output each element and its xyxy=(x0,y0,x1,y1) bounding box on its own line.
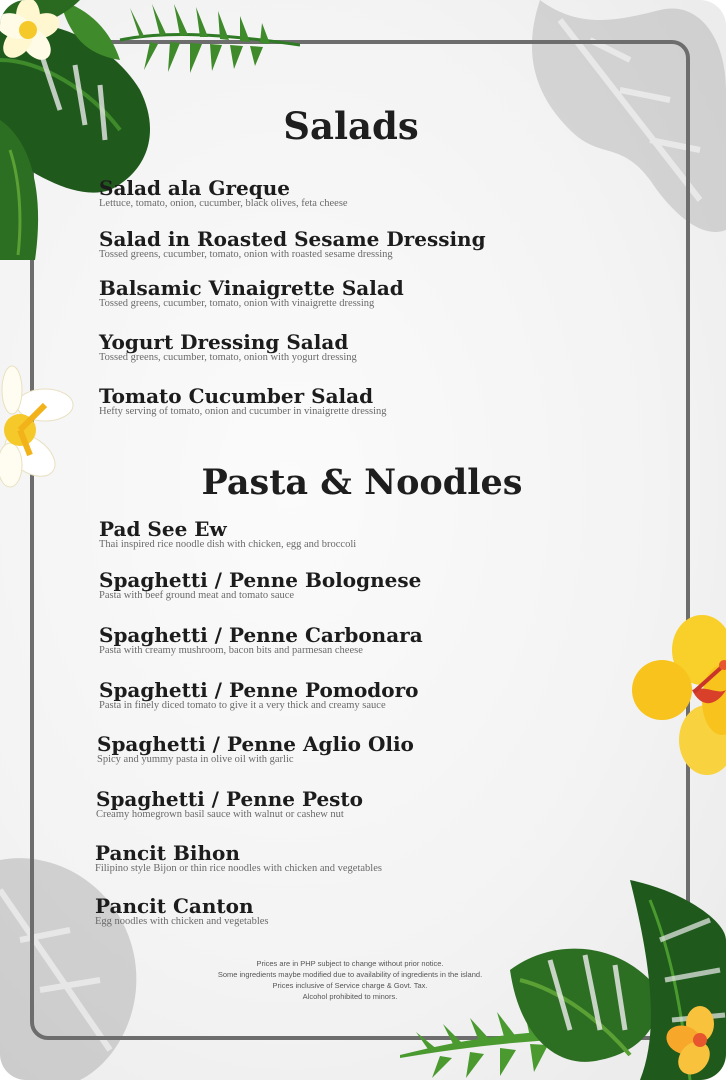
menu-item xyxy=(95,841,615,874)
item-name: Balsamic Vinaigrette Salad xyxy=(99,276,404,300)
menu-item xyxy=(99,276,619,309)
item-name: Spaghetti / Penne Pesto xyxy=(96,787,364,811)
item-name: Spaghetti / Penne Bolognese xyxy=(99,568,422,592)
menu-item xyxy=(95,894,615,927)
item-name: Pancit Canton xyxy=(95,894,254,918)
pasta-noodles-title: Pasta & Noodles xyxy=(201,462,523,503)
menu-item xyxy=(99,384,619,417)
hibiscus-flower-icon xyxy=(632,610,726,780)
footer-line: Prices are in PHP subject to change without prior notice. xyxy=(256,959,444,968)
item-name: Yogurt Dressing Salad xyxy=(99,330,349,354)
item-description: Lettuce, tomato, onion, cucumber, black olives, feta cheese xyxy=(99,198,348,209)
item-description: Tossed greens, cucumber, tomato, onion with vinaigrette dressing xyxy=(99,298,375,309)
menu-item xyxy=(99,227,619,260)
item-name: Pancit Bihon xyxy=(95,841,240,865)
item-name: Spaghetti / Penne Aglio Olio xyxy=(97,732,414,756)
item-description: Creamy homegrown basil sauce with walnut or cashew nut xyxy=(96,809,344,820)
item-description: Hefty serving of tomato, onion and cucumber in vinaigrette dressing xyxy=(99,406,387,417)
item-name: Salad ala Greque xyxy=(99,176,290,200)
menu-item xyxy=(99,330,619,363)
item-description: Spicy and yummy pasta in olive oil with garlic xyxy=(97,754,294,765)
item-description: Thai inspired rice noodle dish with chicken, egg and broccoli xyxy=(99,539,357,550)
item-description: Filipino style Bijon or thin rice noodles with chicken and vegetables xyxy=(95,863,382,874)
menu-item xyxy=(99,517,619,550)
item-name: Spaghetti / Penne Carbonara xyxy=(99,623,423,647)
item-description: Pasta in finely diced tomato to give it a very thick and creamy sauce xyxy=(99,700,386,711)
salads-title: Salads xyxy=(283,104,419,148)
menu-item xyxy=(97,732,617,765)
footer-line: Prices inclusive of Service charge & Govt. Tax. xyxy=(272,981,428,990)
menu-item xyxy=(99,176,619,209)
menu-footer-notes xyxy=(180,958,520,1002)
item-name: Salad in Roasted Sesame Dressing xyxy=(99,227,486,251)
footer-line: Alcohol prohibited to minors. xyxy=(302,992,398,1001)
item-description: Pasta with creamy mushroom, bacon bits and parmesan cheese xyxy=(99,645,363,656)
item-description: Tossed greens, cucumber, tomato, onion with yogurt dressing xyxy=(99,352,357,363)
menu-item xyxy=(99,623,619,656)
menu-item xyxy=(96,787,616,820)
menu-item xyxy=(99,678,619,711)
item-name: Spaghetti / Penne Pomodoro xyxy=(99,678,419,702)
item-description: Tossed greens, cucumber, tomato, onion with roasted sesame dressing xyxy=(99,249,393,260)
item-description: Pasta with beef ground meat and tomato sauce xyxy=(99,590,295,601)
footer-line: Some ingredients maybe modified due to availability of ingredients in the island. xyxy=(217,970,483,979)
item-name: Pad See Ew xyxy=(99,517,227,541)
menu-item xyxy=(99,568,619,601)
item-description: Egg noodles with chicken and vegetables xyxy=(95,916,269,927)
item-name: Tomato Cucumber Salad xyxy=(99,384,374,408)
